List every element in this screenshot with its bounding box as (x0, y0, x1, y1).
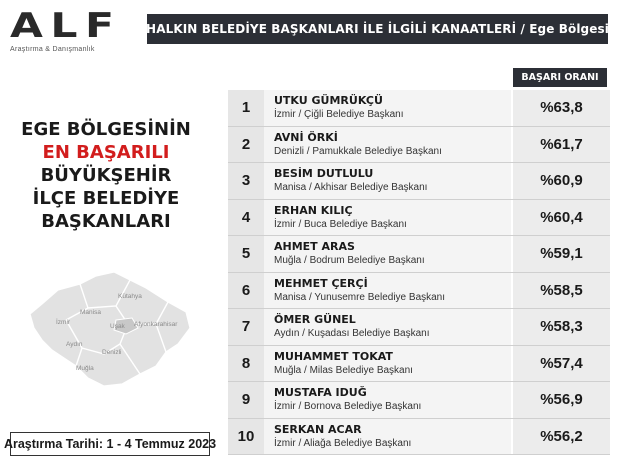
rank-number: 6 (228, 273, 264, 309)
headline-line-2: EN BAŞARILI (42, 142, 170, 163)
mayor-info (264, 346, 511, 382)
rank-number: 2 (228, 127, 264, 163)
rank-number: 3 (228, 163, 264, 199)
table-row (228, 419, 610, 456)
mayor-name: ÖMER GÜNEL (274, 313, 356, 327)
mayor-info (264, 163, 511, 199)
mayor-role: Muğla / Bodrum Belediye Başkanı (274, 255, 425, 267)
mayor-name: UTKU GÜMRÜKÇÜ (274, 94, 383, 108)
brand-logo (10, 8, 128, 56)
mayor-name: MUHAMMET TOKAT (274, 349, 393, 363)
mayor-name: MUSTAFA IDUĞ (274, 386, 367, 400)
logo-wordmark: ALF (10, 6, 122, 46)
mayor-role: Manisa / Yunusemre Belediye Başkanı (274, 291, 446, 303)
rank-number: 9 (228, 382, 264, 418)
mayor-info (264, 273, 511, 309)
research-date-box (3, 432, 217, 456)
mayor-role: İzmir / Çiğli Belediye Başkanı (274, 109, 404, 121)
aegean-region-map (18, 262, 198, 392)
mayor-name: ERHAN KILIÇ (274, 203, 353, 217)
map-label-izmir: İzmir (56, 319, 71, 326)
table-row (228, 236, 610, 273)
mayor-name: AVNİ ÖRKİ (274, 130, 338, 144)
success-rate-value: %58,5 (513, 273, 610, 309)
rank-number: 8 (228, 346, 264, 382)
table-row (228, 163, 610, 200)
map-label-aydin: Aydın (66, 341, 83, 348)
ranking-table (228, 90, 610, 455)
table-row (228, 127, 610, 164)
success-rate-value: %63,8 (513, 90, 610, 126)
success-rate-value: %58,3 (513, 309, 610, 345)
success-rate-value: %59,1 (513, 236, 610, 272)
research-date: Araştırma Tarihi: 1 - 4 Temmuz 2023 (3, 437, 217, 451)
mayor-role: Denizli / Pamukkale Belediye Başkanı (274, 145, 442, 157)
page-title-banner (147, 14, 608, 44)
success-rate-value: %60,9 (513, 163, 610, 199)
mayor-info (264, 309, 511, 345)
headline-line-3: BÜYÜKŞEHİR (40, 165, 172, 186)
success-rate-value: %56,2 (513, 419, 610, 455)
map-label-denizli: Denizli (102, 349, 122, 356)
table-row (228, 382, 610, 419)
rank-number: 1 (228, 90, 264, 126)
map-label-mugla: Muğla (76, 365, 94, 372)
headline-line-5: BAŞKANLARI (41, 211, 171, 232)
table-row (228, 346, 610, 383)
table-row (228, 90, 610, 127)
table-row (228, 200, 610, 237)
mayor-role: Aydın / Kuşadası Belediye Başkanı (274, 328, 430, 340)
success-rate-column-header (513, 68, 607, 87)
map-label-manisa: Manisa (80, 309, 101, 316)
mayor-role: Muğla / Milas Belediye Başkanı (274, 364, 413, 376)
success-rate-value: %56,9 (513, 382, 610, 418)
rank-number: 7 (228, 309, 264, 345)
success-rate-value: %57,4 (513, 346, 610, 382)
map-label-afyonkarahisar: Afyonkarahisar (134, 321, 178, 328)
table-row (228, 273, 610, 310)
mayor-name: AHMET ARAS (274, 240, 355, 254)
mayor-info (264, 90, 511, 126)
map-label-kutahya: Kütahya (118, 293, 142, 300)
map-label-usak: Uşak (110, 323, 125, 330)
mayor-role: İzmir / Aliağa Belediye Başkanı (274, 437, 412, 449)
success-rate-value: %60,4 (513, 200, 610, 236)
rank-number: 5 (228, 236, 264, 272)
mayor-info (264, 236, 511, 272)
table-row (228, 309, 610, 346)
success-rate-value: %61,7 (513, 127, 610, 163)
mayor-role: Manisa / Akhisar Belediye Başkanı (274, 182, 428, 194)
rank-number: 10 (228, 419, 264, 455)
logo-subtitle: Araştırma & Danışmanlık (10, 46, 95, 53)
headline-line-4: İLÇE BELEDİYE (32, 188, 180, 209)
success-rate-header-label: BAŞARI ORANI (521, 72, 599, 83)
mayor-name: MEHMET ÇERÇİ (274, 276, 368, 290)
page-title: HALKIN BELEDİYE BAŞKANLARI İLE İLGİLİ KANAATLERİ / Ege Bölgesi (146, 22, 609, 36)
mayor-info (264, 200, 511, 236)
left-headline (8, 118, 204, 233)
mayor-info (264, 382, 511, 418)
mayor-role: İzmir / Bornova Belediye Başkanı (274, 401, 422, 413)
headline-line-1: EGE BÖLGESİNİN (21, 119, 191, 140)
mayor-name: SERKAN ACAR (274, 422, 362, 436)
mayor-info (264, 419, 511, 455)
mayor-role: İzmir / Buca Belediye Başkanı (274, 218, 407, 230)
rank-number: 4 (228, 200, 264, 236)
mayor-info (264, 127, 511, 163)
mayor-name: BESİM DUTLULU (274, 167, 374, 181)
